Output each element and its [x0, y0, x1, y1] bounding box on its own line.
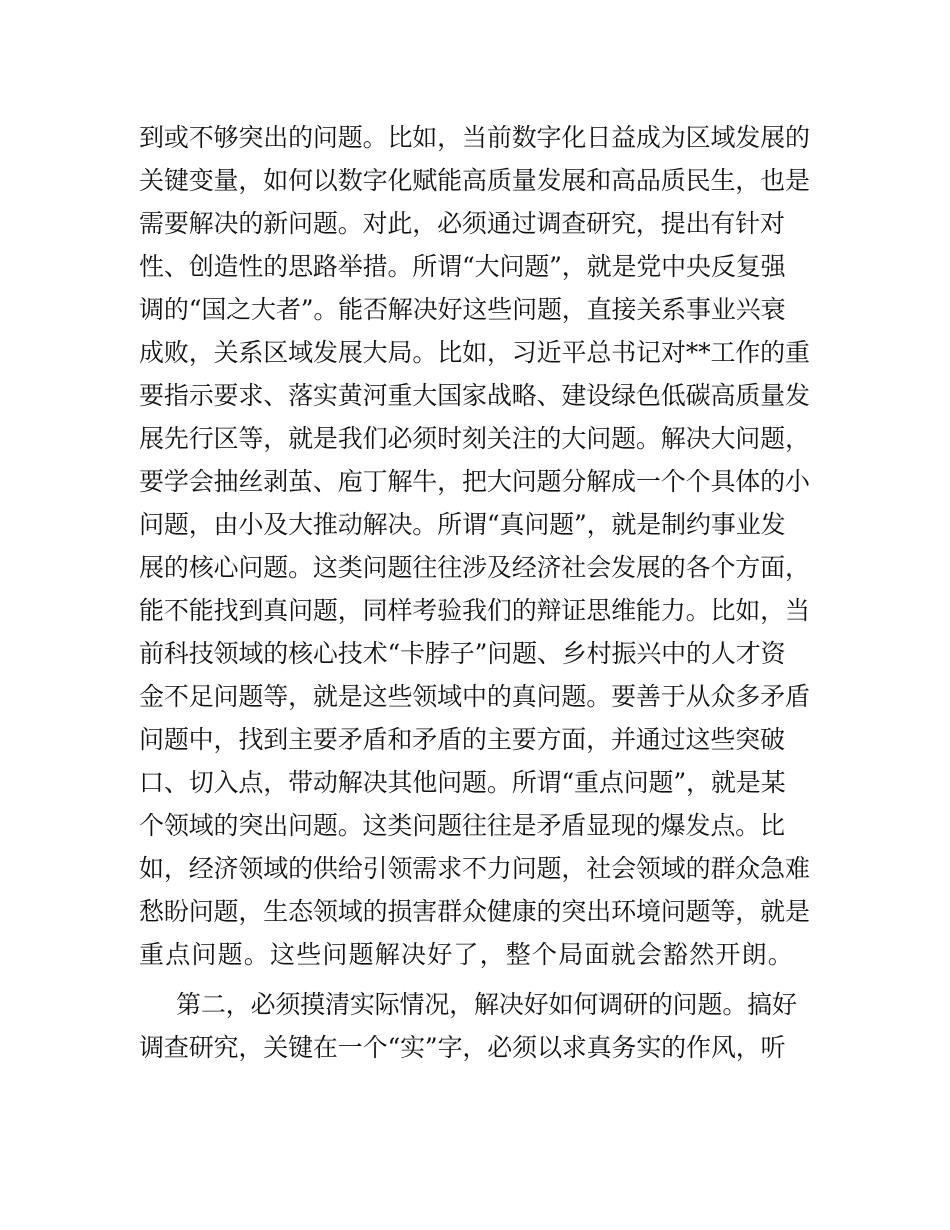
text-line: 调查研究，关键在一个“实”字，必须以求真务实的作风，听: [139, 1033, 786, 1062]
text-line: 问题中，找到主要矛盾和矛盾的主要方面，并通过这些突破: [139, 725, 785, 754]
text-line: 调的“国之大者”。能否解决好这些问题，直接关系事业兴衰: [139, 295, 786, 324]
text-line: 个领域的突出问题。这类问题往往是矛盾显现的爆发点。比: [139, 811, 785, 840]
text-line: 展先行区等，就是我们必须时刻关注的大问题。解决大问题，: [139, 424, 810, 453]
text-line: 问题，由小及大推动解决。所谓“真问题”，就是制约事业发: [139, 510, 786, 539]
text-line: 如，经济领域的供给引领需求不力问题，社会领域的群众急难: [139, 854, 810, 883]
text-line: 愁盼问题，生态领域的损害群众健康的突出环境问题等，就是: [139, 897, 810, 926]
text-line: 性、创造性的思路举措。所谓“大问题”，就是党中央反复强: [139, 252, 786, 281]
text-line: 展的核心问题。这类问题往往涉及经济社会发展的各个方面，: [139, 553, 810, 582]
text-line: 到或不够突出的问题。比如，当前数字化日益成为区域发展的: [139, 123, 810, 152]
text-line: 重点问题。这些问题解决好了，整个局面就会豁然开朗。: [139, 940, 795, 969]
paragraph: [139, 983, 819, 1069]
text-line: 金不足问题等，就是这些领域中的真问题。要善于从众多矛盾: [139, 682, 810, 711]
text-line: 第二，必须摸清实际情况，解决好如何调研的问题。搞好: [176, 990, 797, 1019]
text-line: 关键变量，如何以数字化赋能高质量发展和高品质民生，也是: [139, 166, 810, 195]
text-line: 成败，关系区域发展大局。比如，习近平总书记对**工作的重: [139, 338, 810, 367]
paragraph: [139, 116, 819, 976]
document-body: [139, 116, 819, 1069]
text-line: 要学会抽丝剥茧、庖丁解牛，把大问题分解成一个个具体的小: [139, 467, 810, 496]
text-line: 口、切入点，带动解决其他问题。所谓“重点问题”，就是某: [139, 768, 786, 797]
text-line: 能不能找到真问题，同样考验我们的辩证思维能力。比如，当: [139, 596, 810, 625]
text-line: 要指示要求、落实黄河重大国家战略、建设绿色低碳高质量发: [139, 381, 810, 410]
text-line: 需要解决的新问题。对此，必须通过调查研究，提出有针对: [139, 209, 785, 238]
text-line: 前科技领域的核心技术“卡脖子”问题、乡村振兴中的人才资: [139, 639, 786, 668]
